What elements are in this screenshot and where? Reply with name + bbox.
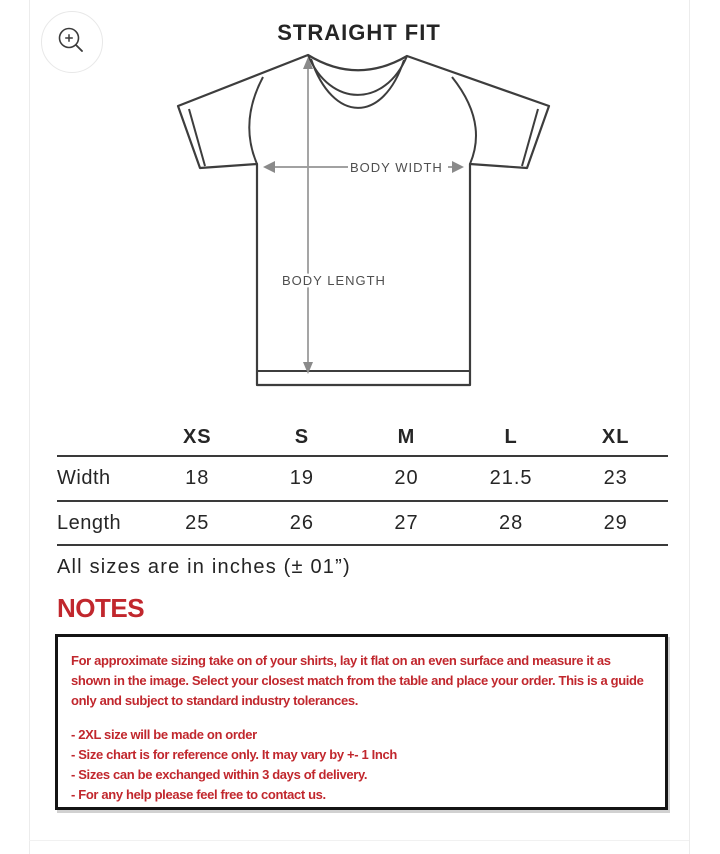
table-row-length	[57, 502, 668, 544]
table-cell: 18	[185, 467, 210, 489]
table-cell: 20	[394, 467, 419, 489]
table-header-cell: S	[294, 425, 310, 448]
table-cell: 29	[603, 511, 628, 534]
tshirt-diagram	[0, 0, 720, 420]
table-row-label: Length	[57, 511, 122, 534]
table-cell: 19	[289, 467, 315, 489]
table-cell: 23	[603, 467, 628, 489]
notes-heading: NOTES	[57, 593, 145, 623]
notes-bullet: - For any help please feel free to contact us.	[71, 787, 326, 802]
table-cell: 25	[185, 511, 210, 534]
notes-paragraph: For approximate sizing take on of your shirts, lay it flat on an even surface and measure it as shown in the image. Select your closest match from the table and place your order. This is a guide only and subject to standard industry tolerances.	[71, 653, 644, 708]
notes-bullet: - 2XL size will be made on order	[71, 727, 257, 742]
table-cell: 27	[394, 511, 419, 534]
table-cell: 21.5	[489, 467, 533, 489]
table-header-cell: XL	[601, 425, 630, 448]
table-cell: 28	[498, 511, 524, 534]
table-row-width	[57, 457, 668, 500]
notes-box	[55, 634, 668, 810]
table-row-label: Width	[57, 467, 111, 489]
page-title: STRAIGHT FIT	[277, 20, 441, 45]
content-bottom-edge	[29, 840, 689, 841]
notes-bullet: - Sizes can be exchanged within 3 days of delivery.	[71, 767, 368, 782]
size-table-header-row	[57, 419, 668, 455]
units-note: All sizes are in inches (± 01”)	[57, 556, 351, 578]
table-header-cell: L	[504, 425, 518, 448]
body-width-label: BODY WIDTH	[350, 160, 443, 175]
notes-bullet: - Size chart is for reference only. It may vary by +- 1 Inch	[71, 747, 397, 762]
table-divider	[57, 544, 668, 546]
table-header-cell: M	[397, 425, 416, 448]
body-length-label: BODY LENGTH	[282, 273, 386, 288]
size-table	[57, 419, 668, 546]
table-header-cell: XS	[182, 425, 212, 448]
table-cell: 26	[289, 511, 315, 534]
tshirt-outline	[178, 55, 549, 385]
